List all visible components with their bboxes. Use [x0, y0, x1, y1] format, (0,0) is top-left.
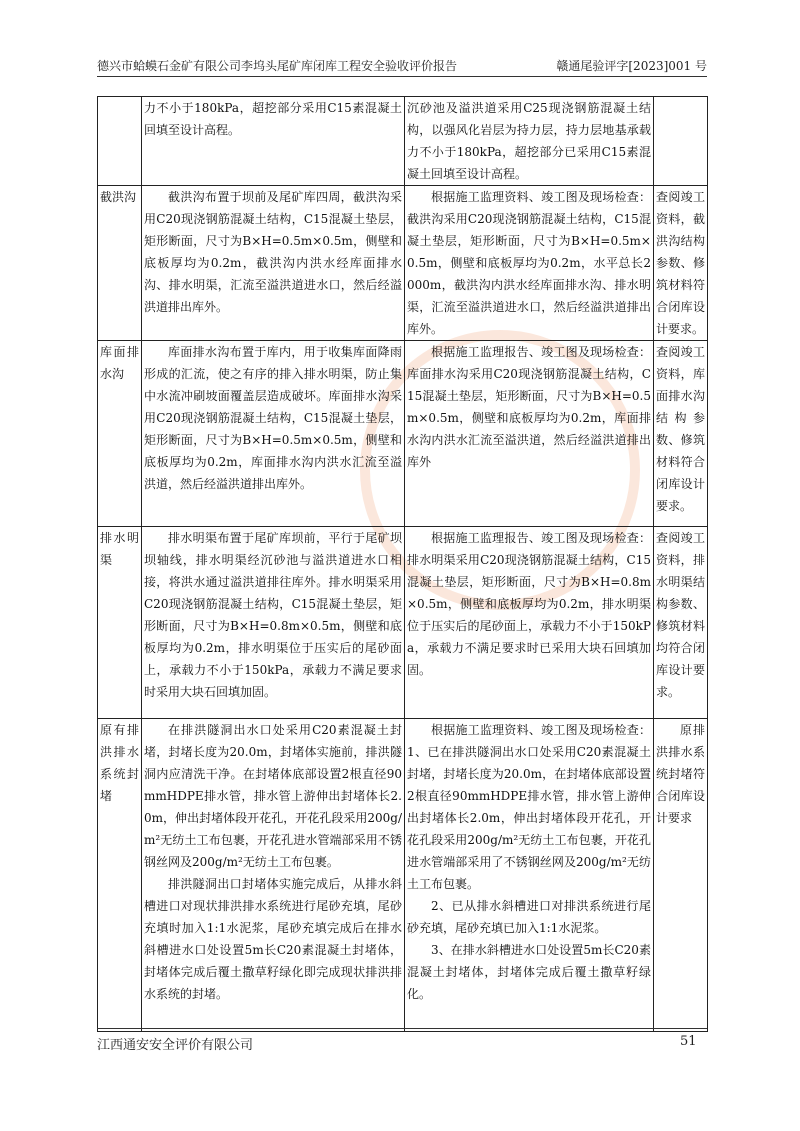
- check-cell: [405, 719, 654, 1032]
- check-text: 根据施工监理资料、竣工图及现场检查：1、已在排洪隧洞出水口处采用C20素混凝土封堵，封堵长度为20.0m，在封堵体底部设置2根直径90mmHDPE排水管，排水管上游伸出封堵体长2.0m，伸出封堵体段开花孔，开花孔段采用200g/m²无纺土工布包裹，开花孔进水管端部采用了不锈钢丝网及200g/m²无纺土工布包裹。: [407, 723, 651, 891]
- note-cell: 查阅竣工资料，排水明渠结构参数、修筑材料均符合闭库设计要求。: [654, 527, 708, 719]
- report-number: 赣通尾验评字[2023]001 号: [556, 59, 707, 73]
- note-cell: 查阅竣工资料，截洪沟结构参数、修筑材料符合闭库设计要求。: [654, 186, 708, 341]
- design-text: 库面排水沟布置于库内，用于收集库面降雨形成的汇流，使之有序的排入排水明渠，防止集中水流冲刷坡面覆盖层造成破坏。库面排水沟采用C20现浇钢筋混凝土结构，C15混凝土垫层，矩形断面，尺寸为B×H=0.5m×0.5m，侧壁和底板厚均为0.2m，库面排水沟内洪水汇流至溢洪道，然后经溢洪道排出库外。: [144, 345, 402, 491]
- check-text: 沉砂池及溢洪道采用C25现浇钢筋混凝土结构，以强风化岩层为持力层，持力层地基承载力不小于180kPa，超挖部分已采用C15素混凝土回填至设计高程。: [407, 101, 651, 181]
- check-text: 3、在排水斜槽进水口处设置5m长C20素混凝土封堵体，封堵体完成后覆土撒草籽绿化。: [407, 943, 651, 1001]
- header-divider: [97, 76, 707, 77]
- footer-company: 江西通安安全评价有限公司: [97, 1038, 254, 1053]
- design-cell: [142, 527, 405, 719]
- acceptance-table: [97, 96, 708, 1032]
- footer-divider: [97, 1028, 707, 1029]
- check-cell: [405, 97, 654, 186]
- design-text: 在排洪隧洞出水口处采用C20素混凝土封堵，封堵长度为20.0m，封堵体实施前，排洪隧洞内应清洗干净。在封堵体底部设置2根直径90mmHDPE排水管，排水管上游伸出封堵体长2.0m，伸出封堵体段开花孔，开花孔段采用200g/m²无纺土工布包裹，开花孔进水管端部采用不锈钢丝网及200g/m²无纺土工布包裹。: [144, 723, 402, 869]
- check-cell: [405, 186, 654, 341]
- check-text: 2、已从排水斜槽进口对排洪系统进行尾砂充填，尾砂充填已加入1:1水泥浆。: [407, 899, 651, 935]
- table-row: [98, 97, 708, 186]
- report-title: 德兴市蛤蟆石金矿有限公司李坞头尾矿库闭库工程安全验收评价报告: [97, 59, 458, 73]
- check-text: 根据施工监理报告、竣工图及现场检查：排水明渠采用C20现浇钢筋混凝土结构，C15混凝土垫层，矩形断面，尺寸为B×H=0.8m×0.5m，侧壁和底板厚均为0.2m，排水明渠位于压实后的尾砂面上，承载力不小于150kPa，承载力不满足要求时已采用大块石回填加固。: [407, 531, 651, 677]
- check-cell: [405, 527, 654, 719]
- item-name-cell: 库面排水沟: [98, 341, 142, 527]
- design-cell: [142, 719, 405, 1032]
- design-text: 截洪沟布置于坝前及尾矿库四周，截洪沟采用C20现浇钢筋混凝土结构，C15混凝土垫层，矩形断面，尺寸为B×H=0.5m×0.5m，侧壁和底板厚均为0.2m，截洪沟内洪水经库面排水沟、排水明渠，汇流至溢洪道进水口，然后经溢洪道排出库外。: [144, 190, 402, 314]
- note-cell: [654, 719, 708, 1032]
- check-text: 根据施工监理资料、竣工图及现场检查：截洪沟采用C20现浇钢筋混凝土结构，C15混凝土垫层，矩形断面，尺寸为B×H=0.5m×0.5m，侧壁和底板厚均为0.2m，水平总长2000m，截洪沟内洪水经库面排水沟、排水明渠，汇流至溢洪道进水口，然后经溢洪道排出库外。: [407, 190, 651, 336]
- item-name-cell: [98, 97, 142, 186]
- design-cell: [142, 341, 405, 527]
- item-name-cell: 排水明渠: [98, 527, 142, 719]
- table-row: [98, 186, 708, 341]
- check-cell: [405, 341, 654, 527]
- design-cell: [142, 97, 405, 186]
- table-row: [98, 527, 708, 719]
- table-row: [98, 341, 708, 527]
- note-cell: 查阅竣工资料，库面排水沟结构参数、修筑材料符合闭库设计要求。: [654, 341, 708, 527]
- table-row: [98, 719, 708, 1032]
- page-number: 51: [680, 1034, 697, 1049]
- design-cell: [142, 186, 405, 341]
- design-text: 力不小于180kPa，超挖部分采用C15素混凝土回填至设计高程。: [144, 101, 402, 137]
- design-text: 排水明渠布置于尾矿库坝前，平行于尾矿坝坝轴线，排水明渠经沉砂池与溢洪道进水口相接，将洪水通过溢洪道排往库外。排水明渠采用C20现浇钢筋混凝土结构，C15混凝土垫层，矩形断面，尺寸为B×H=0.8m×0.5m，侧壁和底板厚均为0.2m，排水明渠位于压实后的尾砂面上，承载力不小于150kPa，承载力不满足要求时采用大块石回填加固。: [144, 531, 402, 699]
- design-text: 排洪隧洞出口封堵体实施完成后，从排水斜槽进口对现状排洪排水系统进行尾砂充填，尾砂充填时加入1:1水泥浆，尾砂充填完成后在排水斜槽进水口处设置5m长C20素混凝土封堵体，封堵体完成后覆土撒草籽绿化即完成现状排洪排水系统的封堵。: [144, 877, 402, 1001]
- check-text: 根据施工监理报告、竣工图及现场检查：库面排水沟采用C20现浇钢筋混凝土结构，C15混凝土垫层，矩形断面，尺寸为B×H=0.5m×0.5m，侧壁和底板厚均为0.2m，库面排水沟内洪水汇流至溢洪道，然后经溢洪道排出库外: [407, 345, 651, 469]
- item-name-cell: 截洪沟: [98, 186, 142, 341]
- note-text: 原排洪排水系统封堵符合闭库设计要求: [656, 723, 705, 825]
- item-name-cell: 原有排洪排水系统封堵: [98, 719, 142, 1032]
- note-cell: [654, 97, 708, 186]
